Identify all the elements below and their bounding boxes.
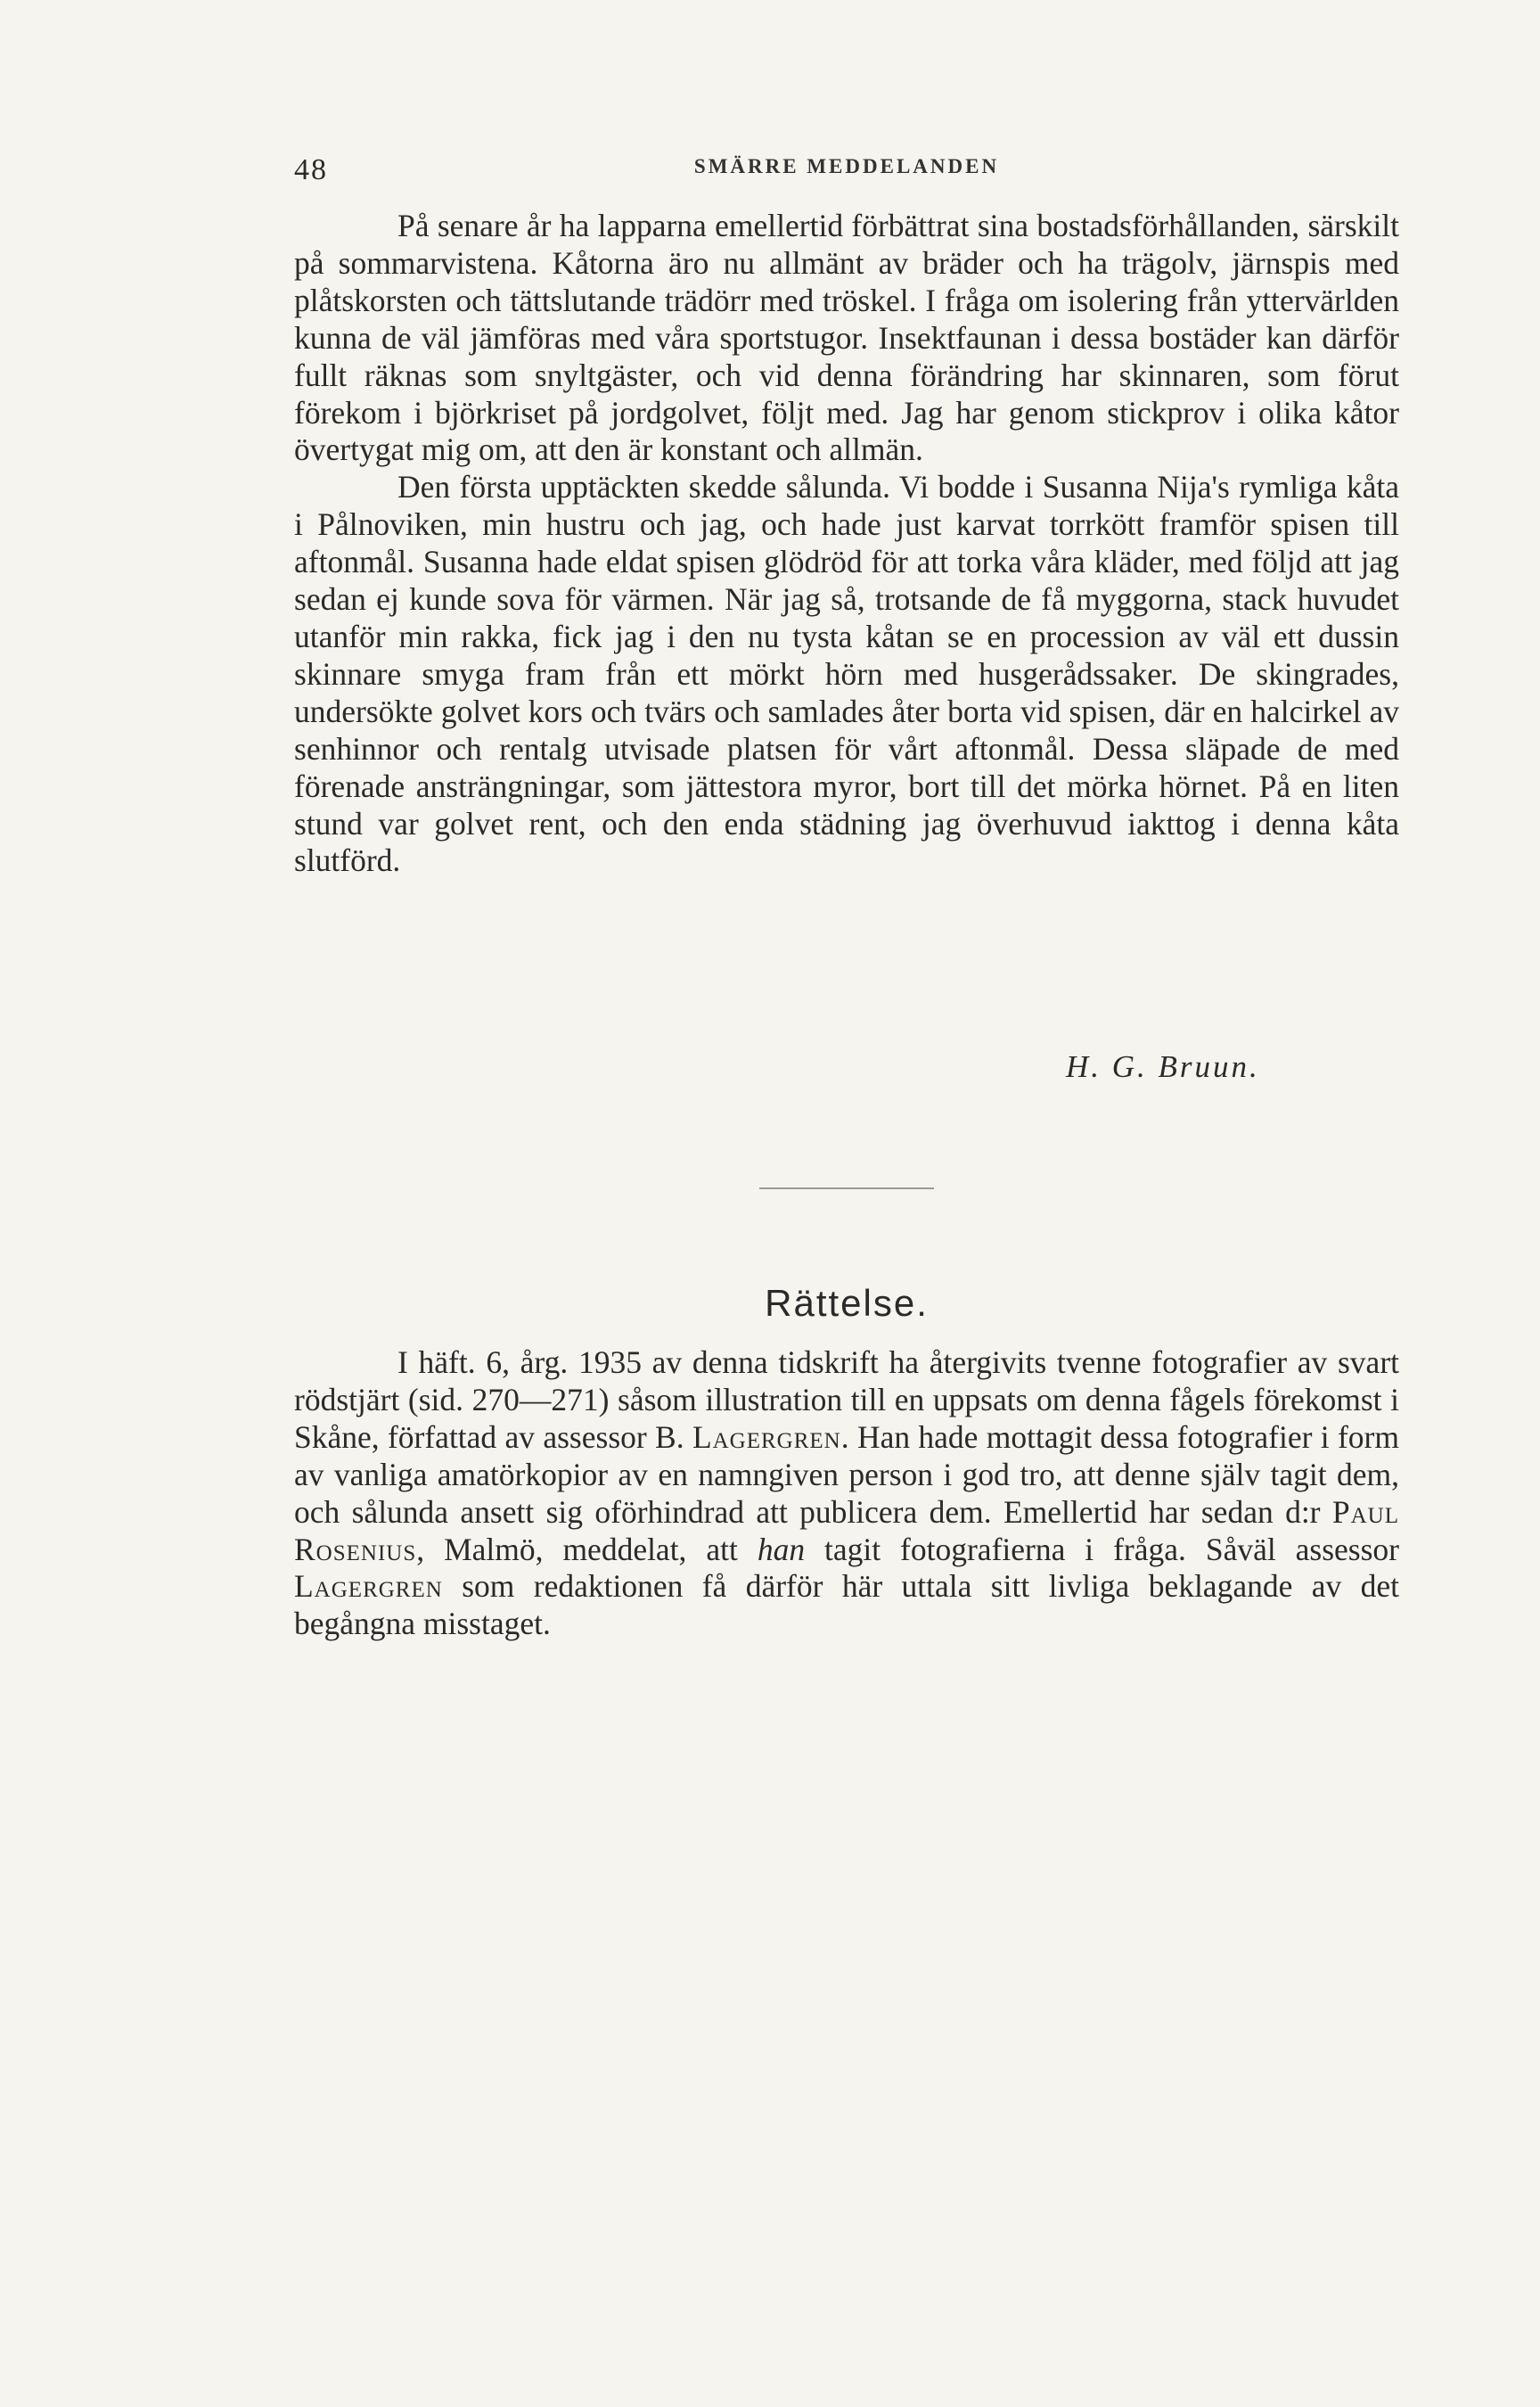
person-name-lagergren: Lagergren bbox=[692, 1418, 841, 1455]
section-divider bbox=[759, 1187, 934, 1189]
rattelse-paragraph bbox=[294, 1344, 1399, 1643]
article-paragraph-2: Den första upptäckten skedde sålunda. Vi bodde i Susanna Nija's rymliga kåta i Pålnoviken, min hustru och jag, och hade just karvat torrkött framför spisen till aftonmål. Susanna hade eldat spisen glödröd för att torka våra kläder, med följd att jag sedan ej kunde sova för värmen. När jag så, trotsande de få myggorna, stack huvudet utanför min rakka, fick jag i den nu tysta kåtan se en procession av väl ett dussin skinnare smyga fram från ett mörkt hörn med husgerådssaker. De skingrades, undersökte golvet kors och tvärs och samlades åter borta vid spisen, där en halcirkel av senhinnor och rentalg utvisade platsen för vårt aftonmål. Dessa släpade de med förenade ansträngningar, som jättestora myror, bort till det mörka hörnet. På en liten stund var golvet rent, och den enda städning jag överhuvud iakttog i denna kåta slutförd. bbox=[294, 469, 1399, 879]
page-header bbox=[294, 143, 1399, 196]
author-signature: H. G. Bruun. bbox=[1066, 1049, 1260, 1084]
rattelse-body bbox=[294, 1344, 1399, 1643]
person-name-rosenius: Paul Rosenius bbox=[294, 1493, 1399, 1567]
rattelse-text-1: I häft. 6, årg. 1935 av denna tidskrift ha återgivits tvenne fotografier av svart rödstjärt (sid. 270—271) såsom illustration till en uppsats om denna fågels förekomst i Skåne, författad av assessor B. bbox=[294, 1344, 1399, 1455]
article-body bbox=[294, 208, 1399, 880]
running-title: SMÄRRE MEDDELANDEN bbox=[693, 155, 1000, 177]
rattelse-text-3: , Malmö, meddelat, att bbox=[416, 1531, 758, 1567]
section-title-rattelse: Rättelse. bbox=[765, 1282, 929, 1324]
rattelse-text-5: som redaktionen få därför här uttala sitt livliga beklagande av det begångna misstaget. bbox=[294, 1568, 1399, 1642]
page-number: 48 bbox=[294, 153, 328, 186]
emphasis-han: han bbox=[757, 1531, 806, 1567]
rattelse-text-4: tagit fotografierna i fråga. Såväl assessor bbox=[805, 1531, 1399, 1567]
article-paragraph-1: På senare år ha lapparna emellertid förbättrat sina bostadsförhållanden, särskilt på sommarvistena. Kåtorna äro nu allmänt av bräder och ha trägolv, järnspis med plåtskorsten och tättslutande trädörr med tröskel. I fråga om isolering från yttervärlden kunna de väl jämföras med våra sportstugor. Insektfaunan i dessa bostäder kan därför fullt räknas som snyltgäster, och vid denna förändring har skinnaren, som förut förekom i björkriset på jordgolvet, följt med. Jag har genom stickprov i olika kåtor övertygat mig om, att den är konstant och allmän. bbox=[294, 208, 1399, 468]
person-name-lagergren-2: Lagergren bbox=[294, 1568, 443, 1605]
rattelse-text-2: . Han hade mottagit dessa fotografier i form av vanliga amatörkopior av en namngiven person i god tro, att denne själv tagit dem, och sålunda ansett sig oförhindrad att publicera dem. Emellertid har sedan d:r bbox=[294, 1418, 1399, 1530]
